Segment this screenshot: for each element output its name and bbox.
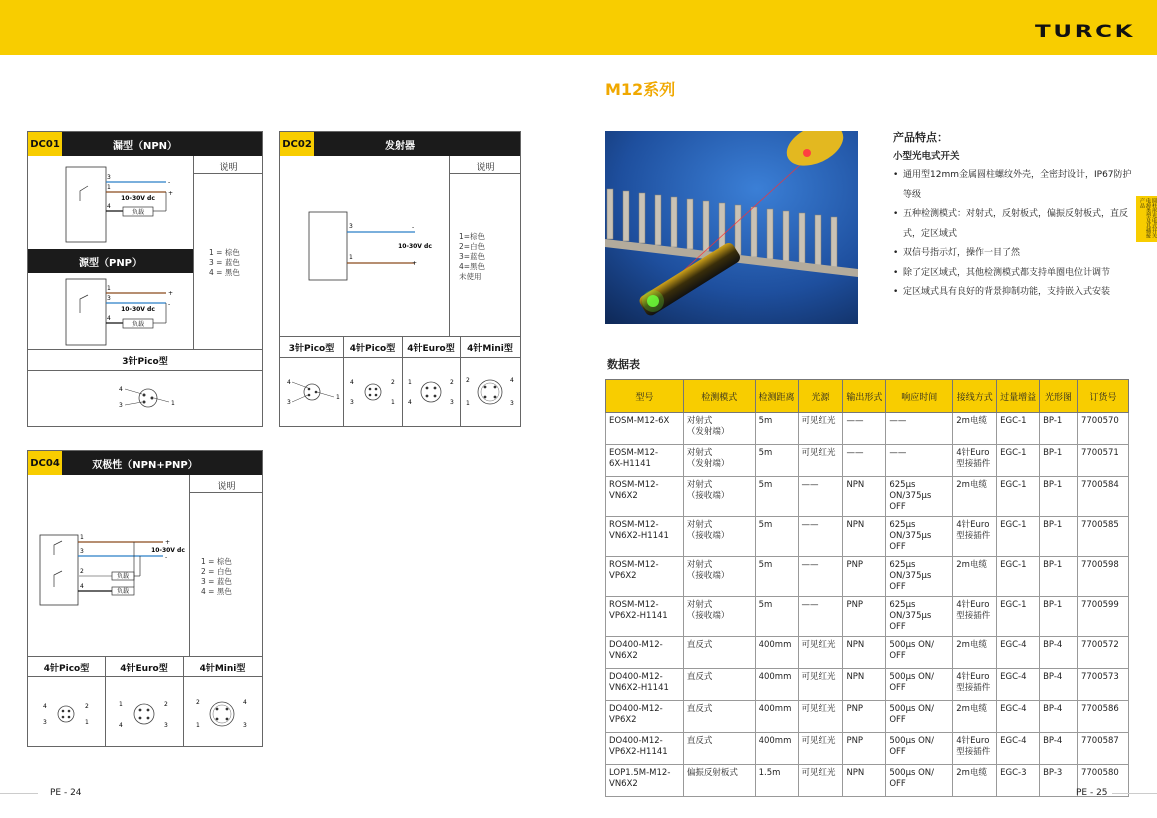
table-cell: 500μs ON/ OFF bbox=[886, 637, 953, 669]
svg-text:-: - bbox=[165, 554, 168, 561]
svg-text:3: 3 bbox=[107, 174, 111, 181]
svg-text:3: 3 bbox=[287, 399, 291, 406]
table-cell: 直反式 bbox=[683, 637, 755, 669]
svg-text:3: 3 bbox=[349, 223, 353, 230]
svg-text:1: 1 bbox=[408, 379, 412, 386]
feature-item: • 除了定区域式，其他检测模式都支持单圈电位计调节 bbox=[893, 264, 1133, 284]
column-header: 响应时间 bbox=[886, 380, 953, 413]
table-cell: 5m bbox=[755, 413, 798, 445]
svg-text:-: - bbox=[412, 224, 415, 231]
dc01-voltage-label: 10-30V dc bbox=[121, 195, 155, 202]
table-cell: BP-4 bbox=[1040, 637, 1078, 669]
dc01-pin-type: 3针Pico型 bbox=[122, 357, 168, 367]
feature-item: • 双信号指示灯，操作一目了然 bbox=[893, 244, 1133, 264]
turck-logo: TURCK bbox=[1034, 22, 1135, 42]
table-cell: —— bbox=[798, 597, 843, 637]
table-cell: PNP bbox=[843, 701, 886, 733]
dc01-title: 漏型（NPN） bbox=[112, 140, 178, 152]
table-cell: DO400-M12- VN6X2-H1141 bbox=[606, 669, 684, 701]
svg-text:1: 1 bbox=[196, 722, 200, 729]
features-list bbox=[893, 166, 1133, 303]
table-cell: 7700585 bbox=[1077, 517, 1128, 557]
column-header: 检测模式 bbox=[683, 380, 755, 413]
table-cell: NPN bbox=[843, 637, 886, 669]
svg-text:3: 3 bbox=[164, 722, 168, 729]
table-cell: PNP bbox=[843, 597, 886, 637]
table-cell: BP-1 bbox=[1040, 477, 1078, 517]
svg-text:3: 3 bbox=[43, 719, 47, 726]
svg-text:4: 4 bbox=[107, 315, 111, 322]
table-cell: EGC-1 bbox=[997, 597, 1040, 637]
table-cell: 可见红光 bbox=[798, 637, 843, 669]
features-title: 产品特点： bbox=[893, 131, 948, 144]
svg-text:-: - bbox=[168, 179, 171, 186]
table-cell: 1.5m bbox=[755, 765, 798, 797]
table-cell: BP-1 bbox=[1040, 597, 1078, 637]
column-header: 输出形式 bbox=[843, 380, 886, 413]
table-cell: —— bbox=[886, 445, 953, 477]
svg-text:2: 2 bbox=[85, 703, 89, 710]
table-cell: —— bbox=[843, 445, 886, 477]
dc02-pin-type-2: 4针Pico型 bbox=[349, 344, 396, 354]
table-cell: ROSM-M12- VN6X2-H1141 bbox=[606, 517, 684, 557]
table-cell: 4针Euro 型接插件 bbox=[953, 445, 997, 477]
dc04-diagram-box bbox=[27, 450, 263, 747]
table-cell: 直反式 bbox=[683, 669, 755, 701]
table-cell: 625μs ON/375μs OFF bbox=[886, 557, 953, 597]
svg-text:+: + bbox=[412, 260, 418, 267]
left-page-number: PE - 24 bbox=[50, 788, 82, 798]
dc01-npn-wiring-diagram bbox=[28, 156, 193, 249]
svg-text:2: 2 bbox=[80, 568, 84, 575]
table-cell: 7700587 bbox=[1077, 733, 1128, 765]
data-table bbox=[605, 379, 1129, 797]
table-cell: 可见红光 bbox=[798, 669, 843, 701]
table-cell: ROSM-M12- VP6X2 bbox=[606, 557, 684, 597]
table-cell: 500μs ON/ OFF bbox=[886, 765, 953, 797]
dc02-voltage-label: 10-30V dc bbox=[398, 243, 432, 250]
table-cell: 500μs ON/ OFF bbox=[886, 701, 953, 733]
svg-text:1: 1 bbox=[336, 394, 340, 401]
svg-text:1: 1 bbox=[80, 534, 84, 541]
table-cell: 625μs ON/375μs OFF bbox=[886, 597, 953, 637]
dc01-diagram-box bbox=[27, 131, 263, 427]
table-header-row bbox=[606, 380, 1129, 413]
table-cell: 2m电缆 bbox=[953, 557, 997, 597]
svg-text:4: 4 bbox=[350, 379, 354, 386]
svg-text:+: + bbox=[168, 290, 174, 297]
table-cell: EGC-1 bbox=[997, 557, 1040, 597]
table-cell: NPN bbox=[843, 669, 886, 701]
dc01-header bbox=[28, 132, 262, 156]
svg-text:4: 4 bbox=[107, 203, 111, 210]
dc04-note-title: 说明 bbox=[217, 482, 236, 492]
svg-text:2: 2 bbox=[466, 377, 470, 384]
svg-text:1: 1 bbox=[391, 399, 395, 406]
table-cell: 对射式 （接收端） bbox=[683, 477, 755, 517]
feature-item: • 通用型12mm金属圆柱螺纹外壳，全密封设计，IP67防护等级 bbox=[893, 166, 1133, 205]
table-cell: —— bbox=[843, 413, 886, 445]
svg-text:4: 4 bbox=[287, 379, 291, 386]
dc02-pin-type-4: 4针Mini型 bbox=[467, 344, 513, 354]
dc04-tag: DC04 bbox=[28, 451, 62, 475]
table-cell: EGC-1 bbox=[997, 445, 1040, 477]
table-cell: EGC-4 bbox=[997, 733, 1040, 765]
table-cell: PNP bbox=[843, 733, 886, 765]
table-cell: 400mm bbox=[755, 669, 798, 701]
svg-text:3: 3 bbox=[450, 399, 454, 406]
table-row bbox=[606, 669, 1129, 701]
dc02-diagram-box bbox=[279, 131, 521, 427]
dc02-header bbox=[280, 132, 520, 156]
dc01-subheader bbox=[28, 249, 193, 273]
table-cell: 4针Euro 型接插件 bbox=[953, 517, 997, 557]
column-header: 订货号 bbox=[1077, 380, 1128, 413]
table-cell: 对射式 （发射端） bbox=[683, 413, 755, 445]
table-cell: PNP bbox=[843, 557, 886, 597]
table-cell: 2m电缆 bbox=[953, 637, 997, 669]
svg-text:2: 2 bbox=[450, 379, 454, 386]
table-cell: 500μs ON/ OFF bbox=[886, 733, 953, 765]
table-cell: 对射式 （接收端） bbox=[683, 557, 755, 597]
table-cell: 4针Euro 型接插件 bbox=[953, 733, 997, 765]
dc02-pin-type-1: 3针Pico型 bbox=[288, 344, 335, 354]
svg-text:3: 3 bbox=[107, 295, 111, 302]
table-cell: EGC-3 bbox=[997, 765, 1040, 797]
dc01-load-label: 负载 bbox=[131, 209, 145, 216]
table-cell: BP-1 bbox=[1040, 413, 1078, 445]
dc02-emitter-wiring-diagram bbox=[280, 156, 449, 336]
table-cell: 7700599 bbox=[1077, 597, 1128, 637]
table-cell: 7700584 bbox=[1077, 477, 1128, 517]
svg-text:2: 2 bbox=[196, 699, 200, 706]
table-cell: 7700572 bbox=[1077, 637, 1128, 669]
svg-text:3: 3 bbox=[80, 548, 84, 555]
right-page-number: PE - 25 bbox=[1076, 788, 1108, 798]
svg-text:1: 1 bbox=[349, 254, 353, 261]
svg-text:2: 2 bbox=[164, 701, 168, 708]
svg-text:负载: 负载 bbox=[131, 321, 145, 328]
table-cell: 直反式 bbox=[683, 701, 755, 733]
top-banner bbox=[0, 0, 1157, 55]
svg-text:3: 3 bbox=[243, 722, 247, 729]
table-cell: 2m电缆 bbox=[953, 701, 997, 733]
table-cell: NPN bbox=[843, 517, 886, 557]
svg-text:1: 1 bbox=[107, 184, 111, 191]
table-cell: —— bbox=[798, 517, 843, 557]
table-row bbox=[606, 477, 1129, 517]
table-cell: 对射式 （接收端） bbox=[683, 517, 755, 557]
dc04-voltage-label: 10-30V dc bbox=[151, 547, 185, 554]
table-cell: 400mm bbox=[755, 637, 798, 669]
svg-text:+: + bbox=[168, 190, 174, 197]
svg-text:3: 3 bbox=[510, 400, 514, 407]
svg-text:3: 3 bbox=[119, 402, 123, 409]
table-cell: 4针Euro 型接插件 bbox=[953, 669, 997, 701]
svg-text:1: 1 bbox=[85, 719, 89, 726]
features-subtitle: 小型光电式开关 bbox=[893, 151, 960, 162]
dc02-legend: 1=棕色 2=白色 3=蓝色 4=黑色 未使用 bbox=[459, 232, 486, 281]
table-cell: 5m bbox=[755, 597, 798, 637]
dc04-pin-type-2: 4针Euro型 bbox=[120, 664, 168, 674]
svg-text:4: 4 bbox=[119, 722, 123, 729]
table-cell: BP-4 bbox=[1040, 669, 1078, 701]
table-cell: —— bbox=[886, 413, 953, 445]
table-cell: ROSM-M12- VP6X2-H1141 bbox=[606, 597, 684, 637]
table-row bbox=[606, 597, 1129, 637]
table-row bbox=[606, 557, 1129, 597]
table-cell: 可见红光 bbox=[798, 733, 843, 765]
svg-text:1: 1 bbox=[466, 400, 470, 407]
data-table-title: 数据表 bbox=[607, 358, 640, 371]
dc02-tag: DC02 bbox=[280, 132, 314, 156]
table-cell: —— bbox=[798, 557, 843, 597]
table-cell: 对射式 （接收端） bbox=[683, 597, 755, 637]
table-cell: 5m bbox=[755, 477, 798, 517]
dc01-pnp-wiring-diagram bbox=[28, 273, 193, 349]
svg-text:1: 1 bbox=[119, 701, 123, 708]
table-cell: 625μs ON/375μs OFF bbox=[886, 517, 953, 557]
svg-text:1: 1 bbox=[171, 400, 175, 407]
table-row bbox=[606, 701, 1129, 733]
feature-item: • 五种检测模式：对射式，反射板式，偏振反射板式，直反式，定区域式 bbox=[893, 205, 1133, 244]
column-header: 检测距离 bbox=[755, 380, 798, 413]
table-row bbox=[606, 765, 1129, 797]
dc01-tag: DC01 bbox=[28, 132, 62, 156]
svg-text:+: + bbox=[165, 539, 171, 546]
table-cell: 2m电缆 bbox=[953, 413, 997, 445]
svg-text:3: 3 bbox=[350, 399, 354, 406]
dc04-title: 双极性（NPN+PNP） bbox=[92, 459, 198, 471]
table-row bbox=[606, 445, 1129, 477]
dc04-bipolar-wiring-diagram bbox=[28, 475, 189, 656]
table-cell: 400mm bbox=[755, 701, 798, 733]
table-cell: 偏振反射板式 bbox=[683, 765, 755, 797]
svg-text:4: 4 bbox=[510, 377, 514, 384]
dc04-connector-pinouts bbox=[28, 694, 262, 734]
table-row bbox=[606, 637, 1129, 669]
table-cell: —— bbox=[798, 477, 843, 517]
table-cell: 7700571 bbox=[1077, 445, 1128, 477]
table-cell: EGC-1 bbox=[997, 517, 1040, 557]
table-cell: 400mm bbox=[755, 733, 798, 765]
table-cell: EGC-1 bbox=[997, 413, 1040, 445]
dc01-legend: 1 = 棕色 3 = 蓝色 4 = 黑色 bbox=[209, 248, 240, 277]
column-header: 光源 bbox=[798, 380, 843, 413]
svg-text:4: 4 bbox=[80, 583, 84, 590]
table-cell: EGC-4 bbox=[997, 669, 1040, 701]
dc04-pin-type-3: 4针Mini型 bbox=[199, 664, 246, 674]
table-cell: BP-1 bbox=[1040, 557, 1078, 597]
table-cell: 可见红光 bbox=[798, 445, 843, 477]
svg-text:4: 4 bbox=[408, 399, 412, 406]
svg-text:4: 4 bbox=[119, 386, 123, 393]
dc02-note-title: 说明 bbox=[476, 163, 495, 173]
column-header: 接线方式 bbox=[953, 380, 997, 413]
svg-text:1: 1 bbox=[107, 285, 111, 292]
table-cell: 7700580 bbox=[1077, 765, 1128, 797]
side-section-tab[interactable] bbox=[1136, 196, 1157, 242]
table-cell: BP-4 bbox=[1040, 701, 1078, 733]
table-cell: DO400-M12- VP6X2 bbox=[606, 701, 684, 733]
column-header: 光形图 bbox=[1040, 380, 1078, 413]
table-cell: 7700598 bbox=[1077, 557, 1128, 597]
table-cell: DO400-M12- VN6X2 bbox=[606, 637, 684, 669]
table-cell: 5m bbox=[755, 557, 798, 597]
svg-text:4: 4 bbox=[243, 699, 247, 706]
table-cell: 7700570 bbox=[1077, 413, 1128, 445]
table-cell: 5m bbox=[755, 517, 798, 557]
table-cell: 7700586 bbox=[1077, 701, 1128, 733]
table-cell: BP-1 bbox=[1040, 445, 1078, 477]
table-cell: 可见红光 bbox=[798, 765, 843, 797]
svg-text:负载: 负载 bbox=[116, 573, 130, 580]
table-cell: BP-1 bbox=[1040, 517, 1078, 557]
table-cell: NPN bbox=[843, 765, 886, 797]
svg-text:负载: 负载 bbox=[116, 588, 130, 595]
table-cell: EGC-1 bbox=[997, 477, 1040, 517]
table-row bbox=[606, 517, 1129, 557]
svg-text:10-30V dc: 10-30V dc bbox=[121, 306, 155, 313]
dc01-note-title: 说明 bbox=[219, 163, 238, 173]
dc02-connector-pinouts bbox=[280, 372, 520, 412]
dc04-legend: 1 = 棕色 2 = 白色 3 = 蓝色 4 = 黑色 bbox=[201, 557, 232, 596]
feature-item: • 定区域式具有良好的背景抑制功能，支持嵌入式安装 bbox=[893, 283, 1133, 303]
column-header: 型号 bbox=[606, 380, 684, 413]
svg-text:4: 4 bbox=[43, 703, 47, 710]
table-body bbox=[606, 413, 1129, 797]
svg-text:-: - bbox=[168, 301, 171, 308]
table-cell: 2m电缆 bbox=[953, 477, 997, 517]
table-cell: EGC-4 bbox=[997, 637, 1040, 669]
product-photo bbox=[605, 131, 858, 324]
table-cell: BP-4 bbox=[1040, 733, 1078, 765]
table-cell: LOP1.5M-M12- VN6X2 bbox=[606, 765, 684, 797]
table-cell: NPN bbox=[843, 477, 886, 517]
dc01-subtitle: 源型（PNP） bbox=[78, 257, 143, 269]
table-cell: 2m电缆 bbox=[953, 765, 997, 797]
table-row bbox=[606, 733, 1129, 765]
column-header: 过量增益 bbox=[997, 380, 1040, 413]
table-row bbox=[606, 413, 1129, 445]
svg-text:2: 2 bbox=[391, 379, 395, 386]
table-cell: 500μs ON/ OFF bbox=[886, 669, 953, 701]
table-cell: 4针Euro 型接插件 bbox=[953, 597, 997, 637]
table-cell: 直反式 bbox=[683, 733, 755, 765]
dc04-pin-type-1: 4针Pico型 bbox=[43, 664, 90, 674]
dc01-3pin-pico-connector bbox=[113, 379, 183, 417]
side-tab-label: 圆柱形光电式开关电源类型及其插接产品 bbox=[1139, 198, 1157, 238]
table-cell: 5m bbox=[755, 445, 798, 477]
table-cell: 7700573 bbox=[1077, 669, 1128, 701]
table-cell: 可见红光 bbox=[798, 701, 843, 733]
table-cell: EOSM-M12-6X bbox=[606, 413, 684, 445]
table-cell: ROSM-M12- VN6X2 bbox=[606, 477, 684, 517]
dc02-pin-type-3: 4针Euro型 bbox=[407, 344, 455, 354]
table-cell: 可见红光 bbox=[798, 413, 843, 445]
table-cell: EGC-4 bbox=[997, 701, 1040, 733]
dc02-title: 发射器 bbox=[385, 140, 415, 152]
table-cell: 625μs ON/375μs OFF bbox=[886, 477, 953, 517]
table-cell: BP-3 bbox=[1040, 765, 1078, 797]
dc04-header bbox=[28, 451, 262, 475]
table-cell: EOSM-M12- 6X-H1141 bbox=[606, 445, 684, 477]
table-cell: DO400-M12- VP6X2-H1141 bbox=[606, 733, 684, 765]
series-title: M12系列 bbox=[605, 80, 676, 99]
table-cell: 对射式 （发射端） bbox=[683, 445, 755, 477]
